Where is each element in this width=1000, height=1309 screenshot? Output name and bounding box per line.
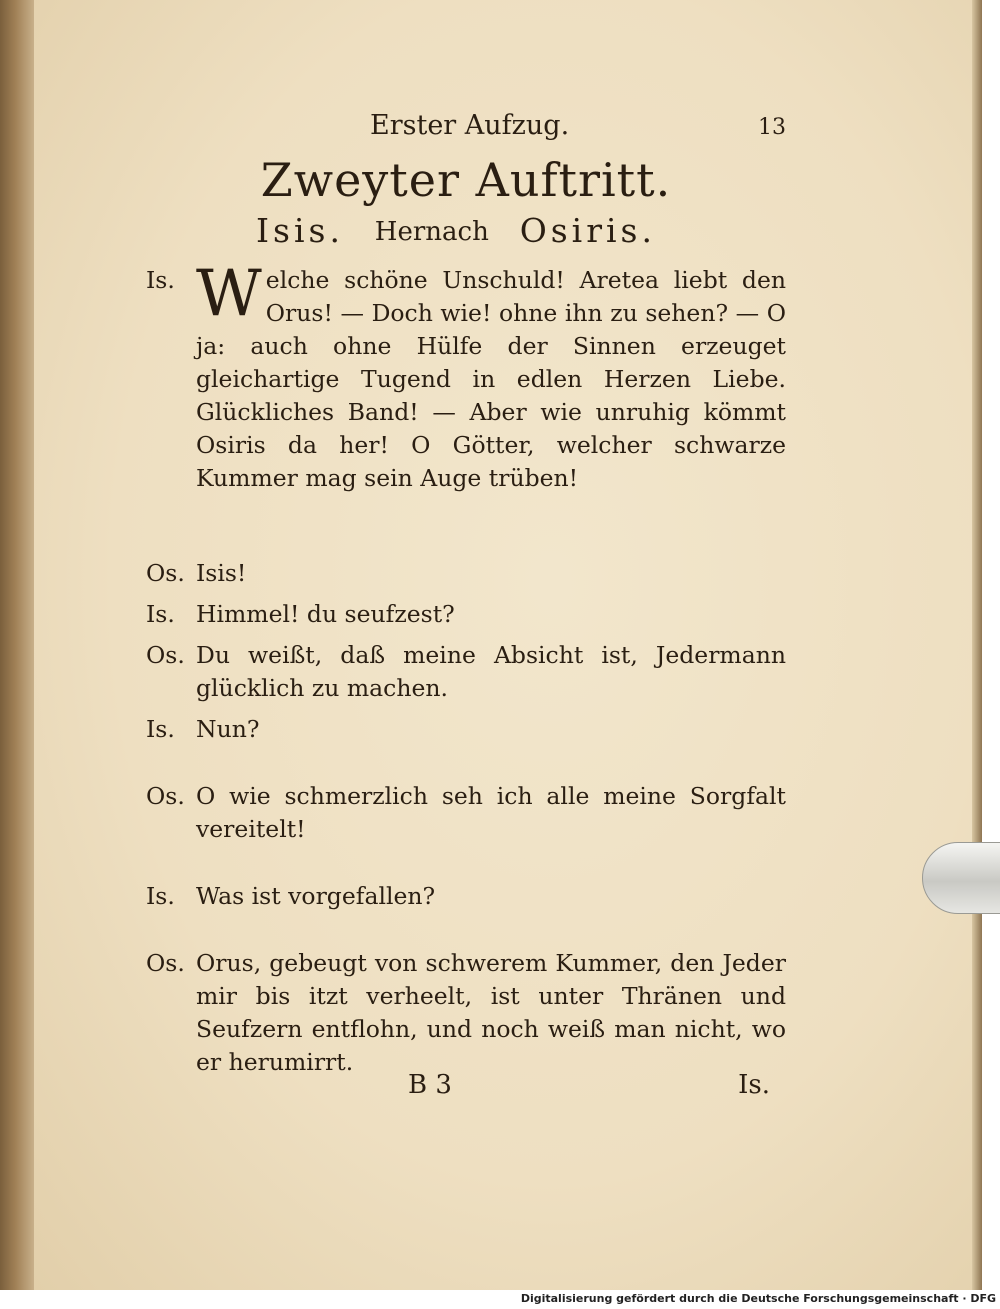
page-number: 13 [758,115,786,140]
speaker-label: Is. [146,266,175,294]
speech-4 [146,639,786,705]
page-text [146,110,786,1079]
speech-5 [146,713,786,746]
page-footer [146,1070,770,1110]
speech-7 [146,880,786,913]
speech-text [196,257,786,495]
speaker-label: Os. [146,559,185,587]
cast-osiris: Osiris. [519,211,656,250]
speech-text: Was ist vorgefallen? [196,882,436,910]
speech-text: Du weißt, daß meine Absicht ist, Jedermann glücklich zu machen. [196,641,786,702]
book-spine [0,0,34,1290]
cast-isis: Isis. [256,211,344,250]
speaker-label: Is. [146,715,175,743]
signature-mark: B 3 [408,1070,452,1100]
running-header [370,110,786,141]
digitization-credit: Digitalisierung gefördert durch die Deutsche Forschungsgemeinschaft · DFG [520,1292,996,1305]
speech-text: Nun? [196,715,260,743]
cast-line [256,211,656,250]
speaker-label: Os. [146,641,185,669]
speech-6 [146,780,786,846]
speech-2 [146,557,786,590]
running-title: Erster Aufzug. [370,110,570,141]
speech-text: Himmel! du seufzest? [196,600,455,628]
bookmark-tab [922,842,1000,914]
scene-title: Zweyter Auftritt. [260,153,672,207]
speech-text: Isis! [196,559,247,587]
cast-hernach: Hernach [374,217,489,247]
speech-text: O wie schmerzlich seh ich alle meine Sorgfalt vereitelt! [196,782,786,843]
speech-text: Orus, gebeugt von schwerem Kummer, den Jeder mir bis itzt verheelt, ist unter Thränen und Seufzern entflohn, und noch weiß man nicht, wo er herumirrt. [196,949,786,1076]
speech-3 [146,598,786,631]
speaker-label: Is. [146,882,175,910]
speaker-label: Is. [146,600,175,628]
drop-cap: W [196,257,262,331]
catchword: Is. [738,1070,770,1100]
speech-1 [146,257,786,495]
speech-body: elche schöne Unschuld! Aretea liebt den Orus! — Doch wie! ohne ihn zu sehen? — O ja: auch ohne Hülfe der Sinnen erzeuget gleichartige Tugend in edlen Herzen Liebe. Glückliches Band! — Aber wie unruhig kömmt Osiris da her! O Götter, welcher schwarze Kummer mag sein Auge trüben! [196,266,786,492]
speaker-label: Os. [146,949,185,977]
speech-8 [146,947,786,1079]
speaker-label: Os. [146,782,185,810]
page-edge [972,0,982,1290]
